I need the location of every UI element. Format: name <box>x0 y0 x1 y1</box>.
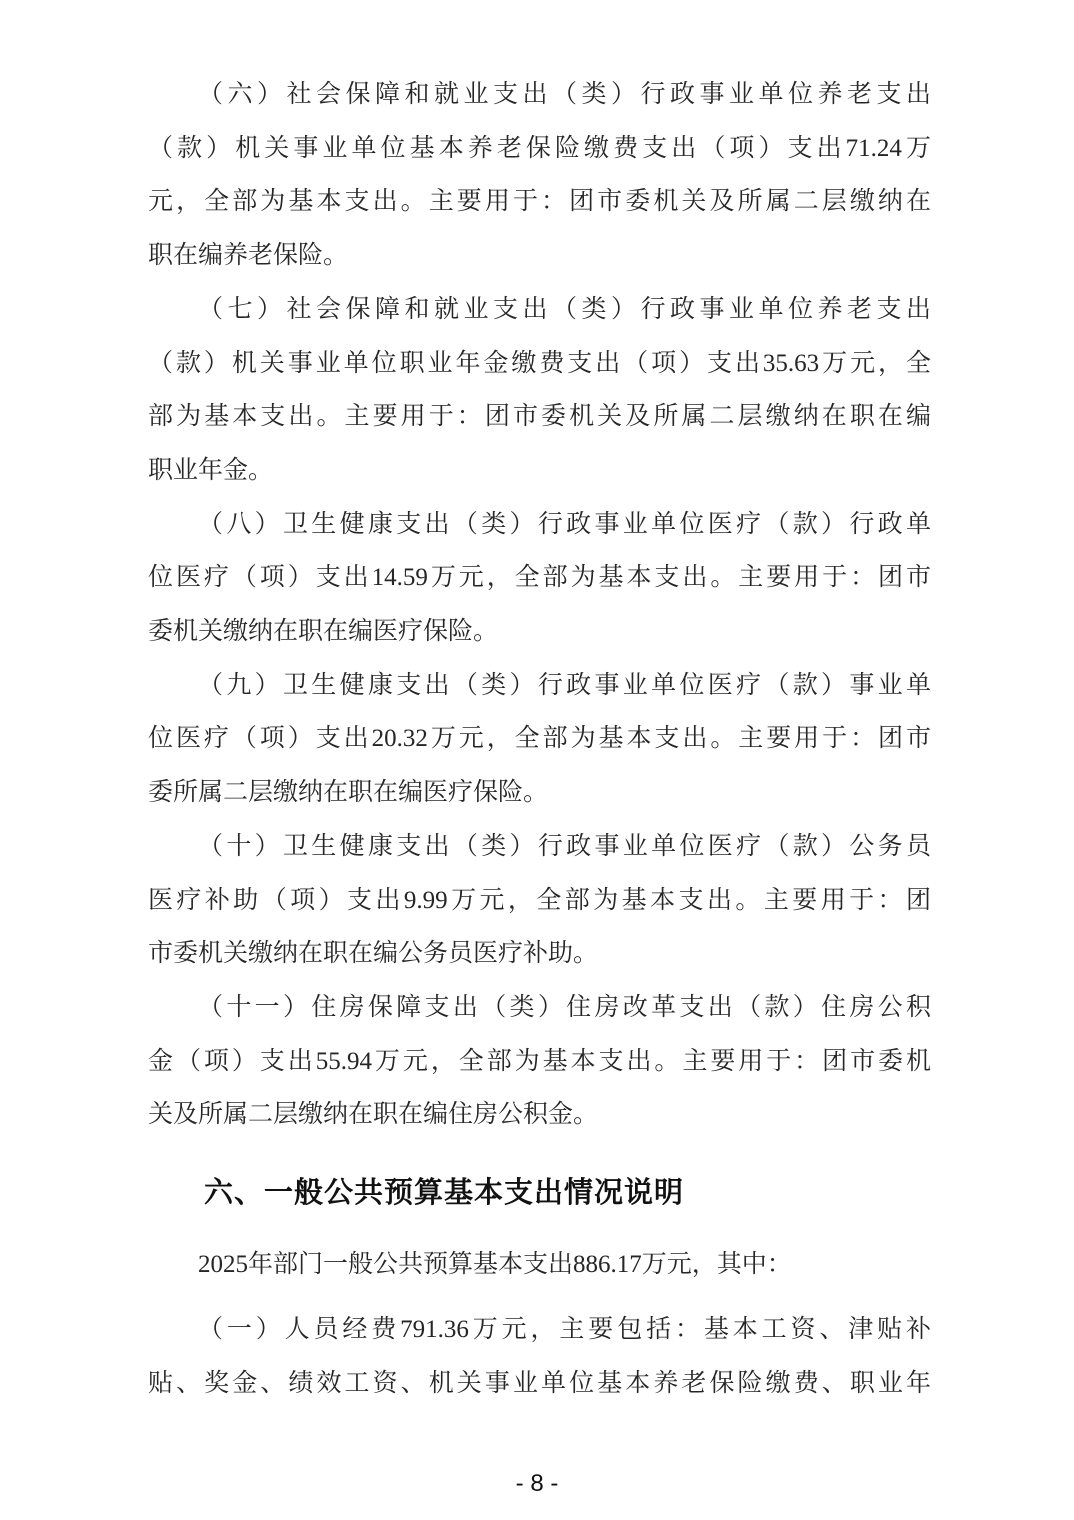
text-line: 职业年金。 <box>148 456 274 484</box>
page-footer <box>0 1470 1074 1498</box>
text-line: 关及所属二层缴纳在职在编住房公积金。 <box>148 1101 599 1129</box>
text-line: 贴、奖金、绩效工资、机关事业单位基本养老保险缴费、职业年 <box>148 1369 931 1397</box>
text-line: （七）社会保障和就业支出（类）行政事业单位养老支出 <box>198 295 931 323</box>
summary-paragraph: 2025年部门一般公共预算基本支出886.17万元，其中： <box>198 1251 792 1279</box>
section-heading: 六、一般公共预算基本支出情况说明 <box>204 1177 685 1210</box>
text-line: （十）卫生健康支出（类）行政事业单位医疗（款）公务员 <box>198 832 931 860</box>
text-line: （六）社会保障和就业支出（类）行政事业单位养老支出 <box>198 81 931 108</box>
paragraph-item-8 <box>148 498 931 659</box>
paragraph-item-10 <box>148 820 931 981</box>
text-line: 部为基本支出。主要用于：团市委机关及所属二层缴纳在职在编 <box>148 403 931 431</box>
paragraph-item-9 <box>148 659 931 820</box>
text-line: 位医疗（项）支出14.59万元，全部为基本支出。主要用于：团市 <box>148 564 931 592</box>
paragraph-item-1 <box>148 1303 931 1410</box>
text-line: 位医疗（项）支出20.32万元，全部为基本支出。主要用于：团市 <box>148 725 931 753</box>
document-body <box>148 68 931 1410</box>
text-line: 金（项）支出55.94万元，全部为基本支出。主要用于：团市委机 <box>148 1047 931 1075</box>
paragraph-item-7 <box>148 283 931 498</box>
text-line: 委所属二层缴纳在职在编医疗保险。 <box>148 779 549 807</box>
paragraph-item-6 <box>148 68 931 283</box>
paragraph-item-11 <box>148 981 931 1142</box>
text-line: （款）机关事业单位职业年金缴费支出（项）支出35.63万元，全 <box>148 349 931 377</box>
text-line: （款）机关事业单位基本养老保险缴费支出（项）支出71.24万 <box>148 134 931 162</box>
text-line: （十一）住房保障支出（类）住房改革支出（款）住房公积 <box>198 993 931 1021</box>
text-line: 职在编养老保险。 <box>148 242 349 270</box>
text-line: （九）卫生健康支出（类）行政事业单位医疗（款）事业单 <box>198 671 931 699</box>
text-line: （一）人员经费791.36万元，主要包括：基本工资、津贴补 <box>198 1316 931 1344</box>
text-line: 市委机关缴纳在职在编公务员医疗补助。 <box>148 940 599 968</box>
text-line: 委机关缴纳在职在编医疗保险。 <box>148 618 499 646</box>
page-number: - 8 - <box>515 1470 559 1497</box>
text-line: 元，全部为基本支出。主要用于：团市委机关及所属二层缴纳在 <box>148 188 931 216</box>
text-line: （八）卫生健康支出（类）行政事业单位医疗（款）行政单 <box>198 510 931 538</box>
text-line: 医疗补助（项）支出9.99万元，全部为基本支出。主要用于：团 <box>148 886 931 914</box>
